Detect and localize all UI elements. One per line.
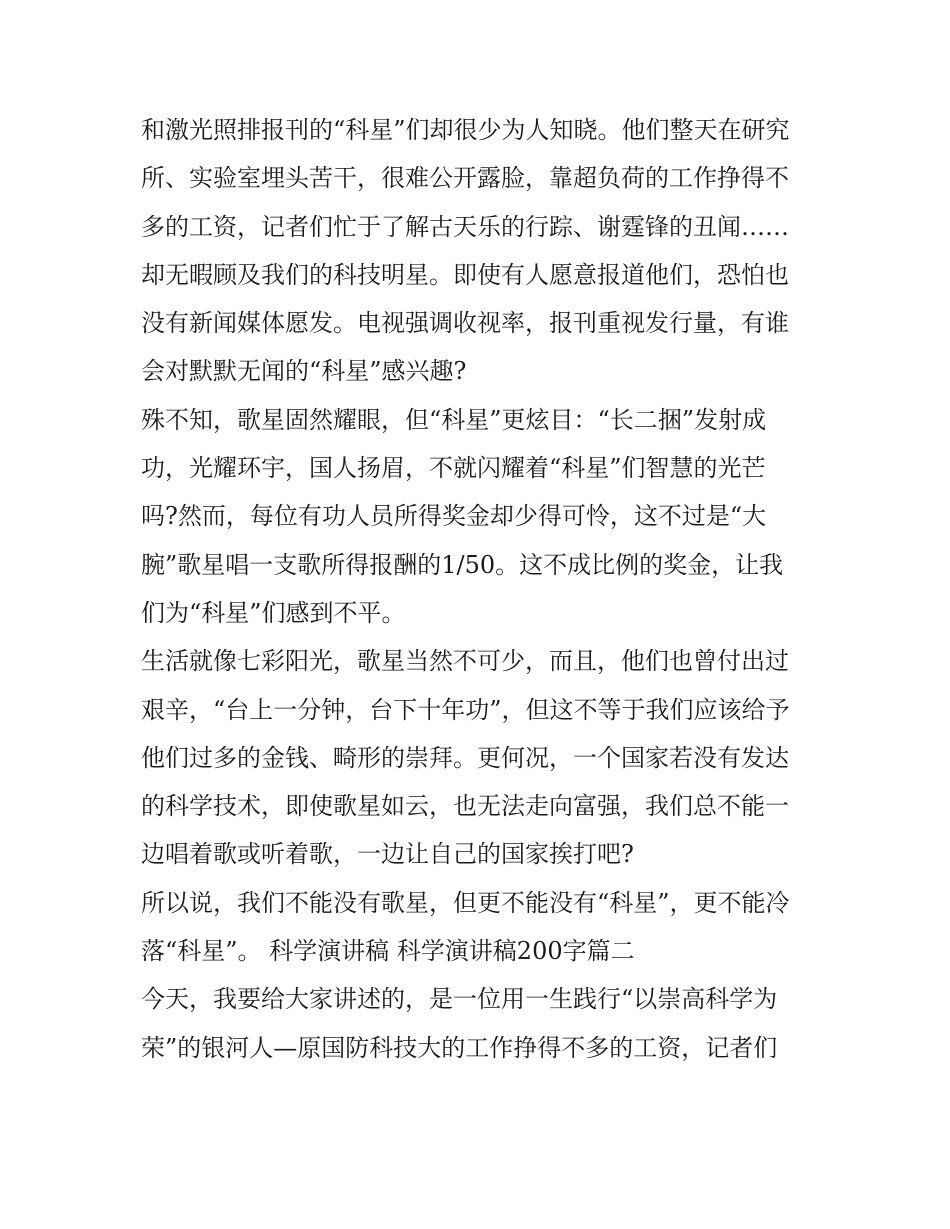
text-line: 艰辛，“台上一分钟，台下十年功”，但这不等于我们应该给予 [141,695,790,724]
text-line: 边唱着歌或听着歌，一边让自己的国家挨打吧? [141,840,634,869]
text-line: 没有新闻媒体愿发。电视强调收视率，报刊重视发行量，有谁 [141,309,789,338]
text-line: 多的工资，记者们忙于了解古天乐的行踪、谢霆锋的丑闻…… [141,212,789,241]
text-line: 功，光耀环宇，国人扬眉，不就闪耀着“科星”们智慧的光芒 [141,454,766,483]
text-line: 今天，我要给大家讲述的，是一位用一生践行“以崇高科学为 [141,985,778,1014]
text-line: 和激光照排报刊的“科星”们却很少为人知晓。他们整天在研究 [141,116,790,144]
text-line: 却无暇顾及我们的科技明星。即使有人愿意报道他们，恐怕也 [141,260,789,289]
text-line: 吗?然而，每位有功人员所得奖金却少得可怜，这不过是“大 [141,502,767,531]
text-line: 荣”的银河人—原国防科技大的工作挣得不多的工资，记者们 [141,1033,778,1062]
text-line: 腕”歌星唱一支歌所得报酬的1/50。这不成比例的奖金，让我 [141,550,784,579]
text-line: 所以说，我们不能没有歌星，但更不能没有“科星”，更不能冷 [141,888,790,917]
text-line: 殊不知，歌星固然耀眼，但“科星”更炫目：“长二捆”发射成 [141,405,767,434]
text-line: 所、实验室埋头苦干，很难公开露脸，靠超负荷的工作挣得不 [141,164,789,193]
text-line: 们为“科星”们感到不平。 [141,598,406,627]
text-line: 会对默默无闻的“科星”感兴趣? [141,357,467,386]
text-line: 的科学技术，即使歌星如云，也无法走向富强，我们总不能一 [141,792,789,821]
text-line: 他们过多的金钱、畸形的崇拜。更何况，一个国家若没有发达 [141,743,789,772]
text-line: 生活就像七彩阳光，歌星当然不可少，而且，他们也曾付出过 [141,647,789,676]
text-line: 落“科星”。 科学演讲稿 科学演讲稿200字篇二 [141,937,635,966]
document-body [141,106,821,1072]
